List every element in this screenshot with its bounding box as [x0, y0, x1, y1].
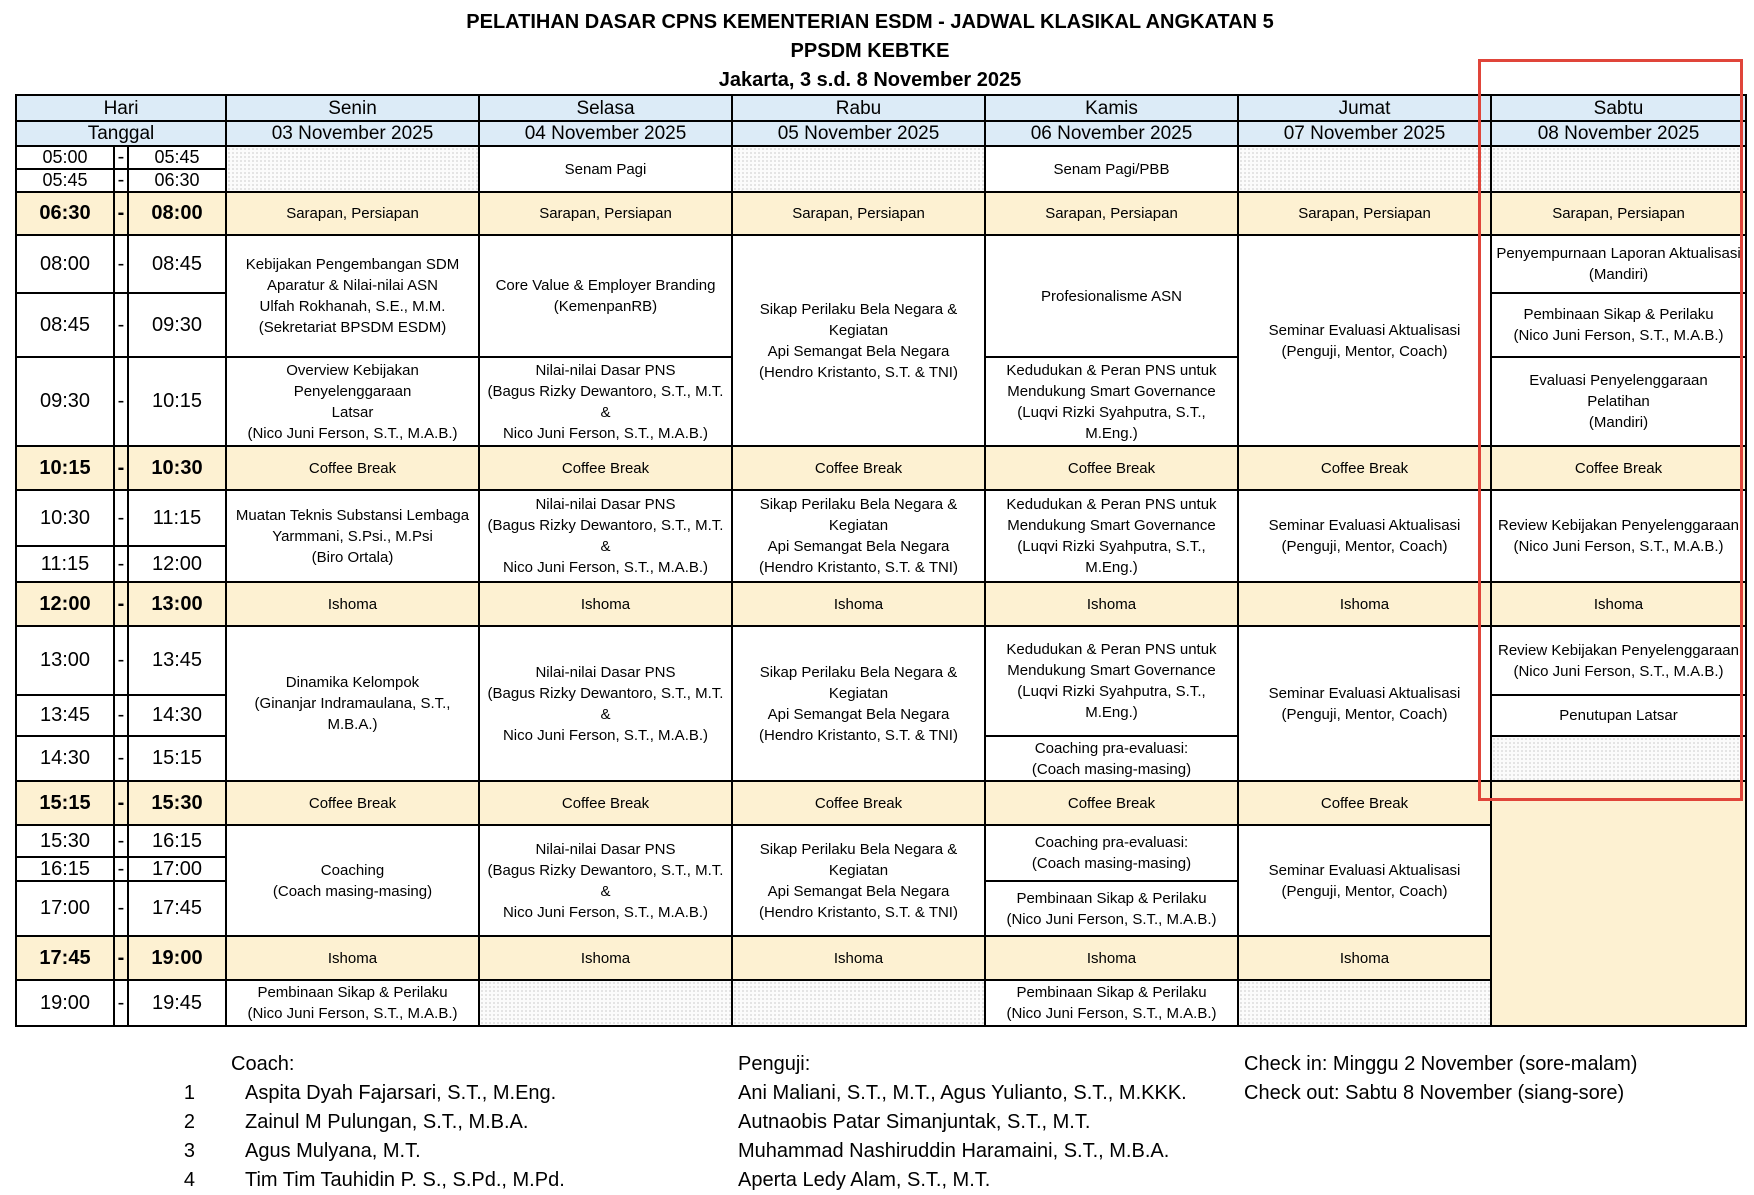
empty-slot [732, 980, 985, 1026]
session-tue-1 [479, 235, 732, 357]
coach-number: 3 [183, 1140, 195, 1162]
end-time: 06:30 [128, 169, 226, 192]
coach-name: Zainul M Pulungan, S.T., M.B.A. [245, 1111, 529, 1133]
session-line: Sikap Perilaku Bela Negara & Kegiatan [759, 300, 958, 339]
empty-slot [1238, 980, 1491, 1026]
date-header-jumat: 07 November 2025 [1238, 121, 1491, 146]
check-info [1244, 1050, 1637, 1108]
penguji-item: Muhammad Nashiruddin Haramaini, S.T., M.B.A. [738, 1140, 1170, 1162]
time-slot-row [16, 980, 1746, 1026]
time-slot-row [16, 146, 1746, 169]
session-line: Overview Kebijakan Penyelenggaraan [286, 361, 419, 400]
time-separator: - [114, 936, 128, 980]
time-separator: - [114, 626, 128, 695]
date-header-rabu: 05 November 2025 [732, 121, 985, 146]
session-thu-pembinaan [985, 980, 1238, 1026]
session-coffee-break: Coffee Break [1491, 446, 1746, 490]
session-line: Pembinaan Sikap & Perilaku [1523, 306, 1714, 323]
session-sarapan: Sarapan, Persiapan [985, 192, 1238, 235]
end-time: 14:30 [128, 695, 226, 736]
session-line: Kedudukan & Peran PNS untuk [1006, 496, 1217, 513]
session-wed-sikap [732, 235, 985, 446]
coach-name: Tim Tim Tauhidin P. S., S.Pd., M.Pd. [245, 1169, 565, 1191]
session-thu-pembinaan [985, 881, 1238, 936]
session-line: Seminar Evaluasi Aktualisasi [1268, 321, 1461, 339]
session-line: Coaching [320, 861, 385, 879]
session-line: (Hendro Kristanto, S.T. & TNI) [759, 726, 958, 744]
start-time: 09:30 [16, 357, 114, 446]
session-line: Ulfah Rokhanah, S.E., M.M. [259, 298, 446, 315]
session-sat-3 [1491, 357, 1746, 446]
session-thu-kedudukan [985, 626, 1238, 736]
time-slot-row [16, 490, 1746, 546]
penguji-list [738, 1050, 1187, 1195]
end-time: 19:00 [128, 936, 226, 980]
session-line: Kebijakan Pengembangan SDM [245, 256, 460, 273]
hari-header: Hari [16, 95, 226, 121]
session-coffee-break: Coffee Break [1238, 446, 1491, 490]
end-time: 12:00 [128, 546, 226, 582]
session-tue-nilai [479, 825, 732, 936]
session-fri-seminar [1238, 825, 1491, 936]
start-time: 19:00 [16, 980, 114, 1026]
session-line: (Nico Juni Ferson, S.T., M.A.B.) [1006, 910, 1217, 928]
session-wed-sikap [732, 825, 985, 936]
session-line: (Nico Juni Ferson, S.T., M.A.B.) [1513, 538, 1724, 555]
empty-slot [1491, 781, 1746, 1026]
empty-slot [226, 146, 479, 192]
session-thu-kedudukan [985, 357, 1238, 446]
date-header-senin: 03 November 2025 [226, 121, 479, 146]
end-time: 05:45 [128, 146, 226, 169]
session-ishoma: Ishoma [1491, 582, 1746, 626]
session-line: (Luqvi Rizki Syahputra, S.T., M.Eng.) [1017, 403, 1206, 442]
day-header-sabtu: Sabtu [1491, 95, 1746, 121]
session-wed-sikap [732, 490, 985, 582]
session-wed-sikap [732, 626, 985, 781]
session-line: (Bagus Rizky Dewantoro, S.T., M.T. & [487, 684, 724, 723]
session-line: Latsar [331, 403, 374, 421]
session-line: (Coach masing-masing) [1031, 760, 1192, 778]
time-slot-row [16, 235, 1746, 293]
session-line: Review Kebijakan Penyelenggaraan [1498, 517, 1739, 534]
session-line: (Nico Juni Ferson, S.T., M.A.B.) [1513, 662, 1724, 680]
session-line: (Luqvi Rizki Syahputra, S.T., M.Eng.) [1017, 538, 1206, 576]
session-line: (Hendro Kristanto, S.T. & TNI) [759, 903, 958, 921]
end-time: 08:00 [128, 192, 226, 235]
session-line: Nico Juni Ferson, S.T., M.A.B.) [502, 559, 709, 576]
start-time: 12:00 [16, 582, 114, 626]
coach-item [171, 1108, 565, 1137]
day-header-senin: Senin [226, 95, 479, 121]
session-line: (Hendro Kristanto, S.T. & TNI) [759, 559, 958, 576]
start-time: 08:45 [16, 293, 114, 357]
empty-slot [1238, 146, 1491, 192]
empty-slot [1491, 736, 1746, 781]
session-ishoma: Ishoma [479, 936, 732, 980]
coach-name: Agus Mulyana, M.T. [245, 1140, 421, 1162]
time-separator: - [114, 582, 128, 626]
session-sarapan: Sarapan, Persiapan [226, 192, 479, 235]
session-coffee-break: Coffee Break [479, 446, 732, 490]
session-line: Sikap Perilaku Bela Negara & Kegiatan [759, 496, 958, 534]
day-header-jumat: Jumat [1238, 95, 1491, 121]
date-header-sabtu: 08 November 2025 [1491, 121, 1746, 146]
coach-number: 2 [183, 1111, 195, 1133]
session-coffee-break: Coffee Break [985, 781, 1238, 825]
session-line: (KemenpanRB) [553, 298, 658, 315]
session-coffee-break: Coffee Break [479, 781, 732, 825]
end-time: 10:15 [128, 357, 226, 446]
session-fri-seminar [1238, 235, 1491, 446]
coach-label: Coach: [231, 1053, 295, 1075]
date-header-kamis: 06 November 2025 [985, 121, 1238, 146]
end-time: 09:30 [128, 293, 226, 357]
session-line: Muatan Teknis Substansi Lembaga [235, 506, 470, 524]
session-line: Profesionalisme ASN [1041, 287, 1182, 305]
end-time: 19:45 [128, 980, 226, 1026]
session-line: Seminar Evaluasi Aktualisasi [1268, 861, 1461, 879]
session-line: (Nico Juni Ferson, S.T., M.A.B.) [247, 424, 458, 442]
start-time: 05:00 [16, 146, 114, 169]
start-time: 13:00 [16, 626, 114, 695]
day-header-rabu: Rabu [732, 95, 985, 121]
session-sarapan: Sarapan, Persiapan [1491, 192, 1746, 235]
session-line: (Coach masing-masing) [272, 882, 433, 900]
time-separator: - [114, 781, 128, 825]
session-line: Api Semangat Bela Negara [767, 882, 950, 900]
session-mon-6 [226, 980, 479, 1026]
start-time: 06:30 [16, 192, 114, 235]
check-out-text: Check out: Sabtu 8 November (siang-sore) [1244, 1082, 1625, 1104]
end-time: 13:00 [128, 582, 226, 626]
session-line: (Bagus Rizky Dewantoro, S.T., M.T. & [487, 517, 724, 555]
session-ishoma: Ishoma [226, 582, 479, 626]
time-separator: - [114, 446, 128, 490]
session-sat-5 [1491, 626, 1746, 695]
coach-item [171, 1166, 565, 1195]
start-time: 14:30 [16, 736, 114, 781]
empty-slot [479, 980, 732, 1026]
empty-slot [732, 146, 985, 192]
session-line: (Penguji, Mentor, Coach) [1281, 882, 1448, 900]
day-header-kamis: Kamis [985, 95, 1238, 121]
session-fri-seminar [1238, 626, 1491, 781]
session-coffee-break: Coffee Break [226, 781, 479, 825]
session-line: Seminar Evaluasi Aktualisasi [1268, 517, 1461, 534]
session-line: Aparatur & Nilai-nilai ASN [267, 277, 438, 294]
session-line: Review Kebijakan Penyelenggaraan [1498, 641, 1739, 659]
time-slot-row [16, 626, 1746, 695]
session-line: Pembinaan Sikap & Perilaku [1016, 984, 1207, 1001]
start-time: 10:15 [16, 446, 114, 490]
session-line: Pembinaan Sikap & Perilaku [1016, 889, 1207, 907]
start-time: 13:45 [16, 695, 114, 736]
session-mon-2 [226, 357, 479, 446]
session-line: Coaching pra-evaluasi: [1034, 834, 1189, 851]
time-separator: - [114, 192, 128, 235]
time-separator: - [114, 881, 128, 936]
session-line: (Mandiri) [1588, 266, 1649, 283]
session-mon-1 [226, 235, 479, 357]
session-ishoma: Ishoma [985, 936, 1238, 980]
document-subtitle: PPSDM KEBTKE [790, 40, 950, 62]
time-separator: - [114, 695, 128, 736]
end-time: 17:45 [128, 881, 226, 936]
time-separator: - [114, 857, 128, 881]
start-time: 10:30 [16, 490, 114, 546]
session-mon-3 [226, 490, 479, 582]
session-line: Penutupan Latsar [1559, 707, 1678, 724]
coach-list [171, 1050, 565, 1195]
end-time: 11:15 [128, 490, 226, 546]
session-line: (Luqvi Rizki Syahputra, S.T., M.Eng.) [1017, 683, 1206, 721]
session-line: Nilai-nilai Dasar PNS [535, 496, 676, 513]
document-title: PELATIHAN DASAR CPNS KEMENTERIAN ESDM - JADWAL KLASIKAL ANGKATAN 5 [466, 11, 1274, 33]
start-time: 15:30 [16, 825, 114, 857]
check-in-text: Check in: Minggu 2 November (sore-malam) [1244, 1053, 1638, 1075]
session-line: Nico Juni Ferson, S.T., M.A.B.) [502, 424, 709, 442]
end-time: 17:00 [128, 857, 226, 881]
time-slot-row [16, 825, 1746, 857]
time-separator: - [114, 980, 128, 1026]
session-line: (Penguji, Mentor, Coach) [1281, 342, 1448, 360]
session-senam-pagi: Senam Pagi [479, 146, 732, 192]
session-ishoma: Ishoma [732, 936, 985, 980]
document-header [0, 8, 1740, 95]
session-line: Seminar Evaluasi Aktualisasi [1268, 684, 1461, 702]
time-separator: - [114, 546, 128, 582]
session-thu-kedudukan [985, 490, 1238, 582]
document-location-date: Jakarta, 3 s.d. 8 November 2025 [718, 69, 1022, 91]
session-coffee-break: Coffee Break [732, 446, 985, 490]
time-separator: - [114, 825, 128, 857]
penguji-item: Autnaobis Patar Simanjuntak, S.T., M.T. [738, 1111, 1091, 1133]
session-line: Coaching pra-evaluasi: [1034, 739, 1189, 757]
session-line: Evaluasi Penyelenggaraan Pelatihan [1529, 372, 1708, 410]
time-slot-row [16, 781, 1746, 825]
session-line: Nilai-nilai Dasar PNS [535, 840, 676, 858]
session-sarapan: Sarapan, Persiapan [1238, 192, 1491, 235]
session-ishoma: Ishoma [985, 582, 1238, 626]
session-line: Kedudukan & Peran PNS untuk [1006, 361, 1217, 379]
session-line: Api Semangat Bela Negara [767, 705, 950, 723]
session-line: (Biro Ortala) [311, 548, 394, 566]
end-time: 13:45 [128, 626, 226, 695]
session-coffee-break: Coffee Break [985, 446, 1238, 490]
penguji-item: Ani Maliani, S.T., M.T., Agus Yulianto, S.T., M.KKK. [738, 1082, 1187, 1104]
end-time: 15:15 [128, 736, 226, 781]
penguji-item: Aperta Ledy Alam, S.T., M.T. [738, 1169, 991, 1191]
session-line: (Nico Juni Ferson, S.T., M.A.B.) [247, 1005, 458, 1022]
time-separator: - [114, 293, 128, 357]
session-line: Nico Juni Ferson, S.T., M.A.B.) [502, 903, 709, 921]
start-time: 16:15 [16, 857, 114, 881]
time-separator: - [114, 146, 128, 169]
session-line: Mendukung Smart Governance [1007, 382, 1216, 400]
session-thu-prof [985, 235, 1238, 357]
session-line: (Coach masing-masing) [1031, 855, 1192, 872]
start-time: 17:45 [16, 936, 114, 980]
start-time: 05:45 [16, 169, 114, 192]
time-separator: - [114, 169, 128, 192]
session-line: Api Semangat Bela Negara [767, 538, 950, 555]
session-line: Sikap Perilaku Bela Negara & Kegiatan [759, 663, 958, 702]
session-line: Nilai-nilai Dasar PNS [535, 663, 676, 681]
start-time: 08:00 [16, 235, 114, 293]
time-separator: - [114, 357, 128, 446]
coach-item [171, 1137, 565, 1166]
session-line: (Nico Juni Ferson, S.T., M.A.B.) [1006, 1005, 1217, 1022]
coach-number: 1 [183, 1082, 195, 1104]
session-line: Yarmmani, S.Psi., M.Psi [272, 527, 433, 545]
session-coffee-break: Coffee Break [226, 446, 479, 490]
session-line: Nico Juni Ferson, S.T., M.A.B.) [502, 726, 709, 744]
session-coffee-break: Coffee Break [1238, 781, 1491, 825]
session-line: (Hendro Kristanto, S.T. & TNI) [759, 363, 958, 381]
start-time: 11:15 [16, 546, 114, 582]
session-line: (Mandiri) [1588, 414, 1649, 431]
time-separator: - [114, 736, 128, 781]
session-ishoma: Ishoma [1238, 582, 1491, 626]
penguji-label: Penguji: [738, 1053, 811, 1075]
session-line: Dinamika Kelompok [285, 674, 420, 691]
session-line: (Penguji, Mentor, Coach) [1281, 538, 1448, 555]
time-slot-row [16, 446, 1746, 490]
session-thu-coaching [985, 825, 1238, 881]
day-header-selasa: Selasa [479, 95, 732, 121]
session-line: Core Value & Employer Branding [495, 277, 716, 294]
time-separator: - [114, 490, 128, 546]
session-line: Sikap Perilaku Bela Negara & Kegiatan [759, 840, 958, 879]
schedule-table [15, 94, 1747, 1027]
time-slot-row [16, 582, 1746, 626]
time-slot-row [16, 936, 1746, 980]
session-line: (Bagus Rizky Dewantoro, S.T., M.T. & [487, 382, 724, 421]
empty-slot [1491, 146, 1746, 192]
coach-number: 4 [183, 1169, 195, 1191]
coach-name: Aspita Dyah Fajarsari, S.T., M.Eng. [245, 1082, 557, 1104]
time-slot-row [16, 192, 1746, 235]
session-line: (Penguji, Mentor, Coach) [1281, 705, 1448, 723]
session-ishoma: Ishoma [1238, 936, 1491, 980]
session-sat-6 [1491, 695, 1746, 736]
time-separator: - [114, 235, 128, 293]
session-ishoma: Ishoma [732, 582, 985, 626]
session-line: Mendukung Smart Governance [1007, 662, 1216, 679]
session-sat-2 [1491, 293, 1746, 357]
start-time: 15:15 [16, 781, 114, 825]
session-line: (Ginanjar Indramaulana, S.T., M.B.A.) [254, 695, 451, 733]
session-line: Mendukung Smart Governance [1007, 517, 1216, 534]
end-time: 15:30 [128, 781, 226, 825]
session-ishoma: Ishoma [226, 936, 479, 980]
end-time: 16:15 [128, 825, 226, 857]
session-ishoma: Ishoma [479, 582, 732, 626]
end-time: 08:45 [128, 235, 226, 293]
coach-item [171, 1079, 565, 1108]
session-line: (Sekretariat BPSDM ESDM) [258, 319, 447, 336]
session-coffee-break: Coffee Break [732, 781, 985, 825]
session-line: Nilai-nilai Dasar PNS [535, 361, 676, 379]
session-line: Api Semangat Bela Negara [767, 342, 950, 360]
session-senam-pagi-pbb: Senam Pagi/PBB [985, 146, 1238, 192]
session-fri-seminar [1238, 490, 1491, 582]
start-time: 17:00 [16, 881, 114, 936]
session-sat-1 [1491, 235, 1746, 293]
session-line: (Nico Juni Ferson, S.T., M.A.B.) [1513, 327, 1724, 344]
session-sarapan: Sarapan, Persiapan [732, 192, 985, 235]
session-mon-5 [226, 825, 479, 936]
session-line: Kedudukan & Peran PNS untuk [1006, 641, 1217, 658]
session-thu-coaching [985, 736, 1238, 781]
session-line: Penyempurnaan Laporan Aktualisasi [1496, 245, 1741, 262]
session-tue-nilai [479, 357, 732, 446]
session-line: Pembinaan Sikap & Perilaku [257, 984, 448, 1001]
session-sat-4 [1491, 490, 1746, 582]
session-tue-nilai [479, 490, 732, 582]
tanggal-header: Tanggal [16, 121, 226, 146]
session-mon-4 [226, 626, 479, 781]
date-header-selasa: 04 November 2025 [479, 121, 732, 146]
session-line: (Bagus Rizky Dewantoro, S.T., M.T. & [487, 861, 724, 900]
session-tue-nilai [479, 626, 732, 781]
end-time: 10:30 [128, 446, 226, 490]
session-sarapan: Sarapan, Persiapan [479, 192, 732, 235]
